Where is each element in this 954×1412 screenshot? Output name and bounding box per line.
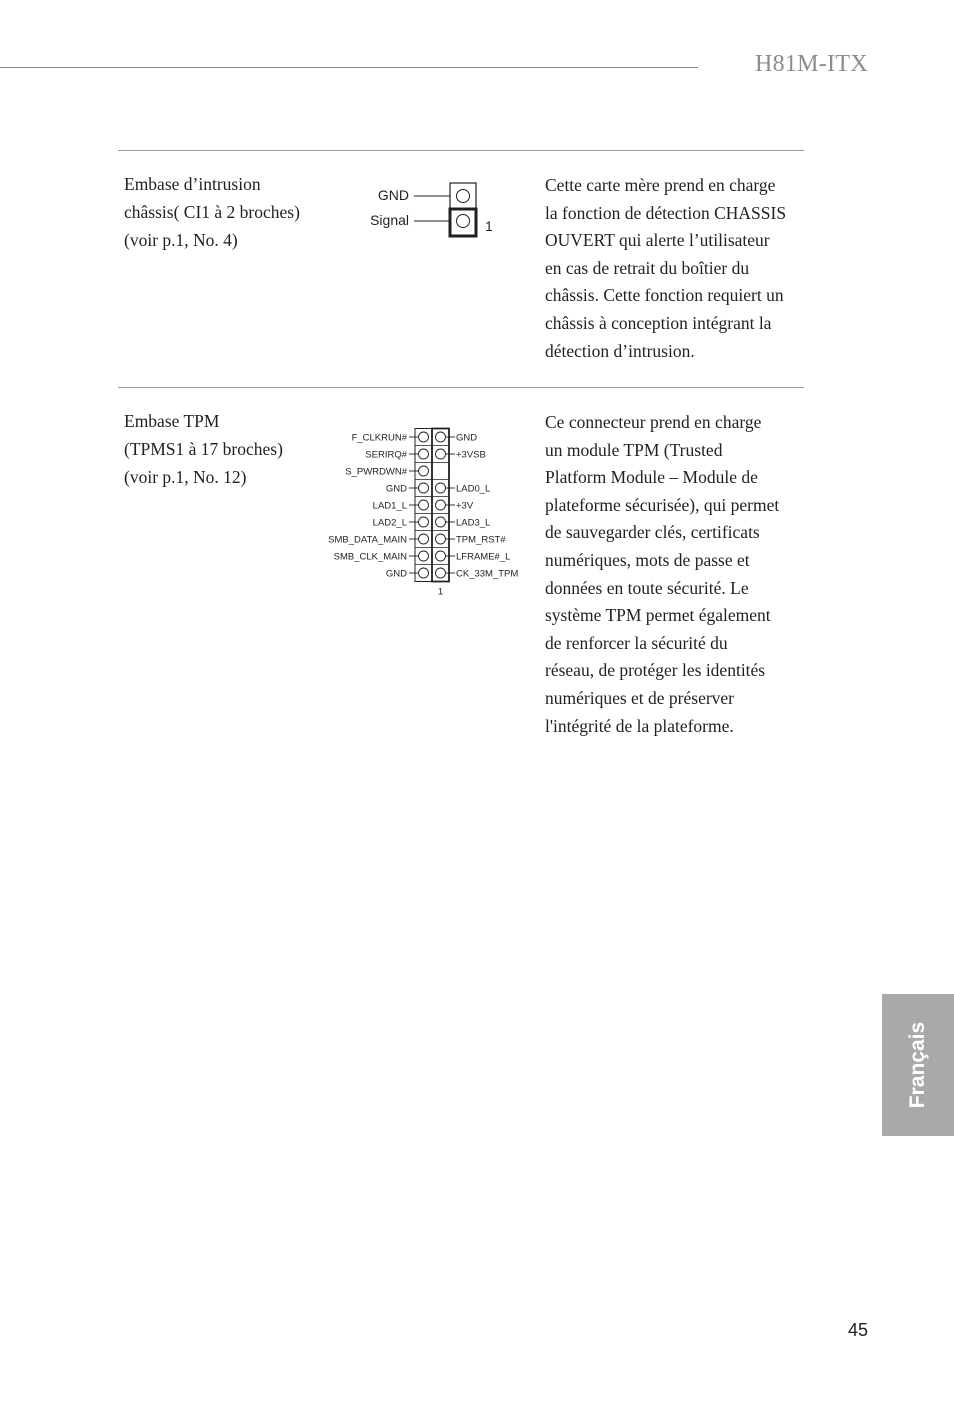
description-line: châssis à conception intégrant la xyxy=(545,312,772,333)
pin-circle xyxy=(419,432,429,442)
description-line: Cette carte mère prend en charge xyxy=(545,175,776,195)
tpm-left-pin-label: SMB_CLK_MAIN xyxy=(333,551,407,563)
pin-one-marker: 1 xyxy=(437,586,444,598)
tpm-label: Embase TPM (TPMS1 à 17 broches) (voir p.1, No. 12) xyxy=(124,411,283,487)
description-line: un module TPM (Trusted xyxy=(545,439,723,460)
tpm-right-pin-label: LAD0_L xyxy=(456,483,491,495)
pin-circle xyxy=(419,483,429,493)
pin-circle xyxy=(419,500,429,510)
tpm-diagram xyxy=(315,425,530,600)
chassis-intrusion-diagram xyxy=(350,178,510,242)
tpm-left-pin-label: LAD1_L xyxy=(372,500,407,512)
pin-circle xyxy=(436,449,446,459)
tpm-description xyxy=(545,409,803,740)
tpm-right-pin-label: GND xyxy=(456,432,478,444)
description-line: de sauvegarder clés, certificats xyxy=(545,522,760,543)
description-line: l'intégrité de la plateforme. xyxy=(545,715,734,736)
header-rule xyxy=(0,67,698,68)
pin-circle xyxy=(436,568,446,578)
pin-circle xyxy=(436,432,446,442)
description-line: détection d’intrusion. xyxy=(545,340,695,361)
description-line: de renforcer la sécurité du xyxy=(545,632,728,653)
tpm-left-pin-label: GND xyxy=(385,483,407,495)
tpm-left-pin-label: F_CLKRUN# xyxy=(351,432,407,444)
description-line: numériques et de préserver xyxy=(545,687,735,708)
model-name: H81M-ITX xyxy=(754,51,868,77)
description-line: système TPM permet également xyxy=(545,605,771,626)
tpm-left-pin-label: SMB_DATA_MAIN xyxy=(328,534,407,546)
tpm-left-pin-label: S_PWRDWN# xyxy=(345,466,407,478)
pin-circle xyxy=(419,534,429,544)
description-line: données en toute sécurité. Le xyxy=(545,577,749,598)
tpm-right-pin-label: TPM_RST# xyxy=(456,534,506,546)
pin-circle xyxy=(436,483,446,493)
tpm-left-pin-label: GND xyxy=(385,568,407,580)
tpm-left-pin-label: SERIRQ# xyxy=(365,449,407,461)
description-line: numériques, mots de passe et xyxy=(545,549,750,570)
pin-label-gnd: GND xyxy=(377,187,409,203)
language-tab-label: Français xyxy=(906,1021,929,1109)
pin-circle xyxy=(419,517,429,527)
pin-label-signal: Signal xyxy=(370,212,409,228)
language-tab xyxy=(882,994,954,1136)
description-line: en cas de retrait du boîtier du xyxy=(545,257,750,278)
description-line: châssis. Cette fonction requiert un xyxy=(545,285,784,306)
pin-circle xyxy=(419,466,429,476)
tpm-right-pin-label: CK_33M_TPM xyxy=(456,568,519,580)
pin-circle xyxy=(436,500,446,510)
pin-circle xyxy=(419,568,429,578)
pin-circle xyxy=(419,551,429,561)
page-number: 45 xyxy=(847,1320,868,1340)
pin-circle xyxy=(436,534,446,544)
description-line: Platform Module – Module de xyxy=(545,467,758,488)
tpm-right-pin-label: LFRAME#_L xyxy=(456,551,511,563)
pin-circle xyxy=(436,551,446,561)
section-separator xyxy=(118,387,804,388)
description-line: Ce connecteur prend en charge xyxy=(545,412,762,432)
description-line: réseau, de protéger les identités xyxy=(545,660,766,681)
pin-circle xyxy=(419,449,429,459)
chassis-intrusion-label: Embase d’intrusion châssis( CI1 à 2 broches) (voir p.1, No. 4) xyxy=(124,174,300,250)
pin-one-marker: 1 xyxy=(485,218,493,234)
description-line: plateforme sécurisée), qui permet xyxy=(545,494,780,515)
pin-circle xyxy=(436,517,446,527)
tpm-right-pin-label: +3VSB xyxy=(456,449,486,461)
description-line: la fonction de détection CHASSIS xyxy=(545,202,787,223)
chassis-intrusion-description xyxy=(545,172,803,365)
tpm-right-pin-label: +3V xyxy=(456,500,474,512)
description-line: OUVERT qui alerte l’utilisateur xyxy=(545,230,770,251)
tpm-right-pin-label: LAD3_L xyxy=(456,517,491,529)
tpm-left-pin-label: LAD2_L xyxy=(372,517,407,529)
section-separator xyxy=(118,150,804,151)
